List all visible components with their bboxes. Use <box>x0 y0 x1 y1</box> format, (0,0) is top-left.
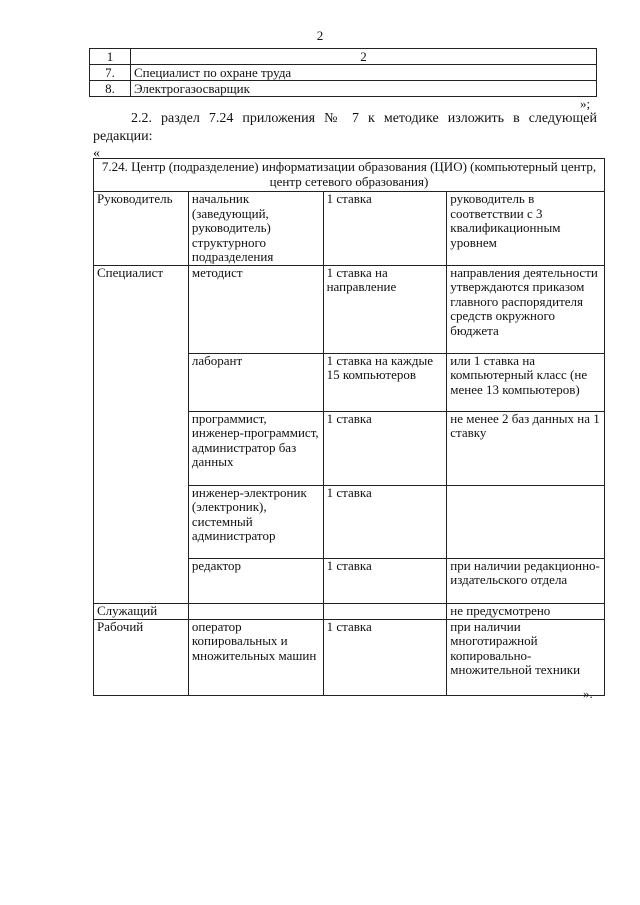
table-title: 7.24. Центр (подразделение) информатизации образования (ЦИО) (компьютерный центр, центр сетевого образования) <box>94 159 605 192</box>
rate-cell: 1 ставка <box>323 485 447 558</box>
table-row <box>94 603 605 619</box>
opening-quote: « <box>93 146 100 161</box>
row-number: 8. <box>90 81 131 97</box>
note-cell: или 1 ставка на компьютерный класс (не менее 13 компьютеров) <box>447 353 605 411</box>
position-cell: оператор копировальных и множительных машин <box>188 619 323 695</box>
note-cell: не предусмотрено <box>447 603 605 619</box>
table-row <box>94 619 605 695</box>
position-cell: начальник (заведующий, руководитель) структурного подразделения <box>188 192 323 266</box>
note-cell: направления деятельности утверждаются приказом главного распорядителя средств окружного бюджета <box>447 265 605 353</box>
staff-list-table <box>89 48 597 97</box>
page-number: 2 <box>316 28 324 43</box>
table-header-row <box>90 49 597 65</box>
category-cell <box>94 353 189 411</box>
amendment-paragraph: 2.2. раздел 7.24 приложения № 7 к методике изложить в следующей редакции: <box>93 111 597 144</box>
note-cell: руководитель в соответствии с 3 квалификационным уровнем <box>447 192 605 266</box>
row-number: 7. <box>90 65 131 81</box>
category-cell <box>94 558 189 603</box>
position-cell: редактор <box>188 558 323 603</box>
position-cell: инженер-электроник (электроник), системный администратор <box>188 485 323 558</box>
category-cell: Специалист <box>94 265 189 353</box>
position-cell: методист <box>188 265 323 353</box>
rate-cell: 1 ставка <box>323 411 447 485</box>
staffing-standards-table <box>93 158 605 696</box>
table-row <box>94 485 605 558</box>
row-position: Специалист по охране труда <box>131 65 597 81</box>
rate-cell <box>323 603 447 619</box>
table-row <box>90 65 597 81</box>
row-position: Электрогазосварщик <box>131 81 597 97</box>
category-cell <box>94 485 189 558</box>
rate-cell: 1 ставка на направление <box>323 265 447 353</box>
closing-quote: ». <box>583 686 593 701</box>
note-cell <box>447 485 605 558</box>
note-cell: при наличии многотиражной копировально-множительной техники <box>447 619 605 695</box>
closing-quote: »; <box>580 96 591 111</box>
category-cell <box>94 411 189 485</box>
rate-cell: 1 ставка на каждые 15 компьютеров <box>323 353 447 411</box>
note-cell: при наличии редакционно-издательского отдела <box>447 558 605 603</box>
position-cell: лаборант <box>188 353 323 411</box>
table-row <box>94 353 605 411</box>
note-cell: не менее 2 баз данных на 1 ставку <box>447 411 605 485</box>
position-cell <box>188 603 323 619</box>
category-cell: Служащий <box>94 603 189 619</box>
table-title-row <box>94 159 605 192</box>
header-col-2: 2 <box>131 49 597 65</box>
header-col-1: 1 <box>90 49 131 65</box>
table-row <box>94 265 605 353</box>
table-row <box>94 411 605 485</box>
table-row <box>94 192 605 266</box>
rate-cell: 1 ставка <box>323 619 447 695</box>
category-cell: Рабочий <box>94 619 189 695</box>
table-row <box>94 558 605 603</box>
category-cell: Руководитель <box>94 192 189 266</box>
rate-cell: 1 ставка <box>323 192 447 266</box>
position-cell: программист, инженер-программист, администратор баз данных <box>188 411 323 485</box>
rate-cell: 1 ставка <box>323 558 447 603</box>
table-row <box>90 81 597 97</box>
